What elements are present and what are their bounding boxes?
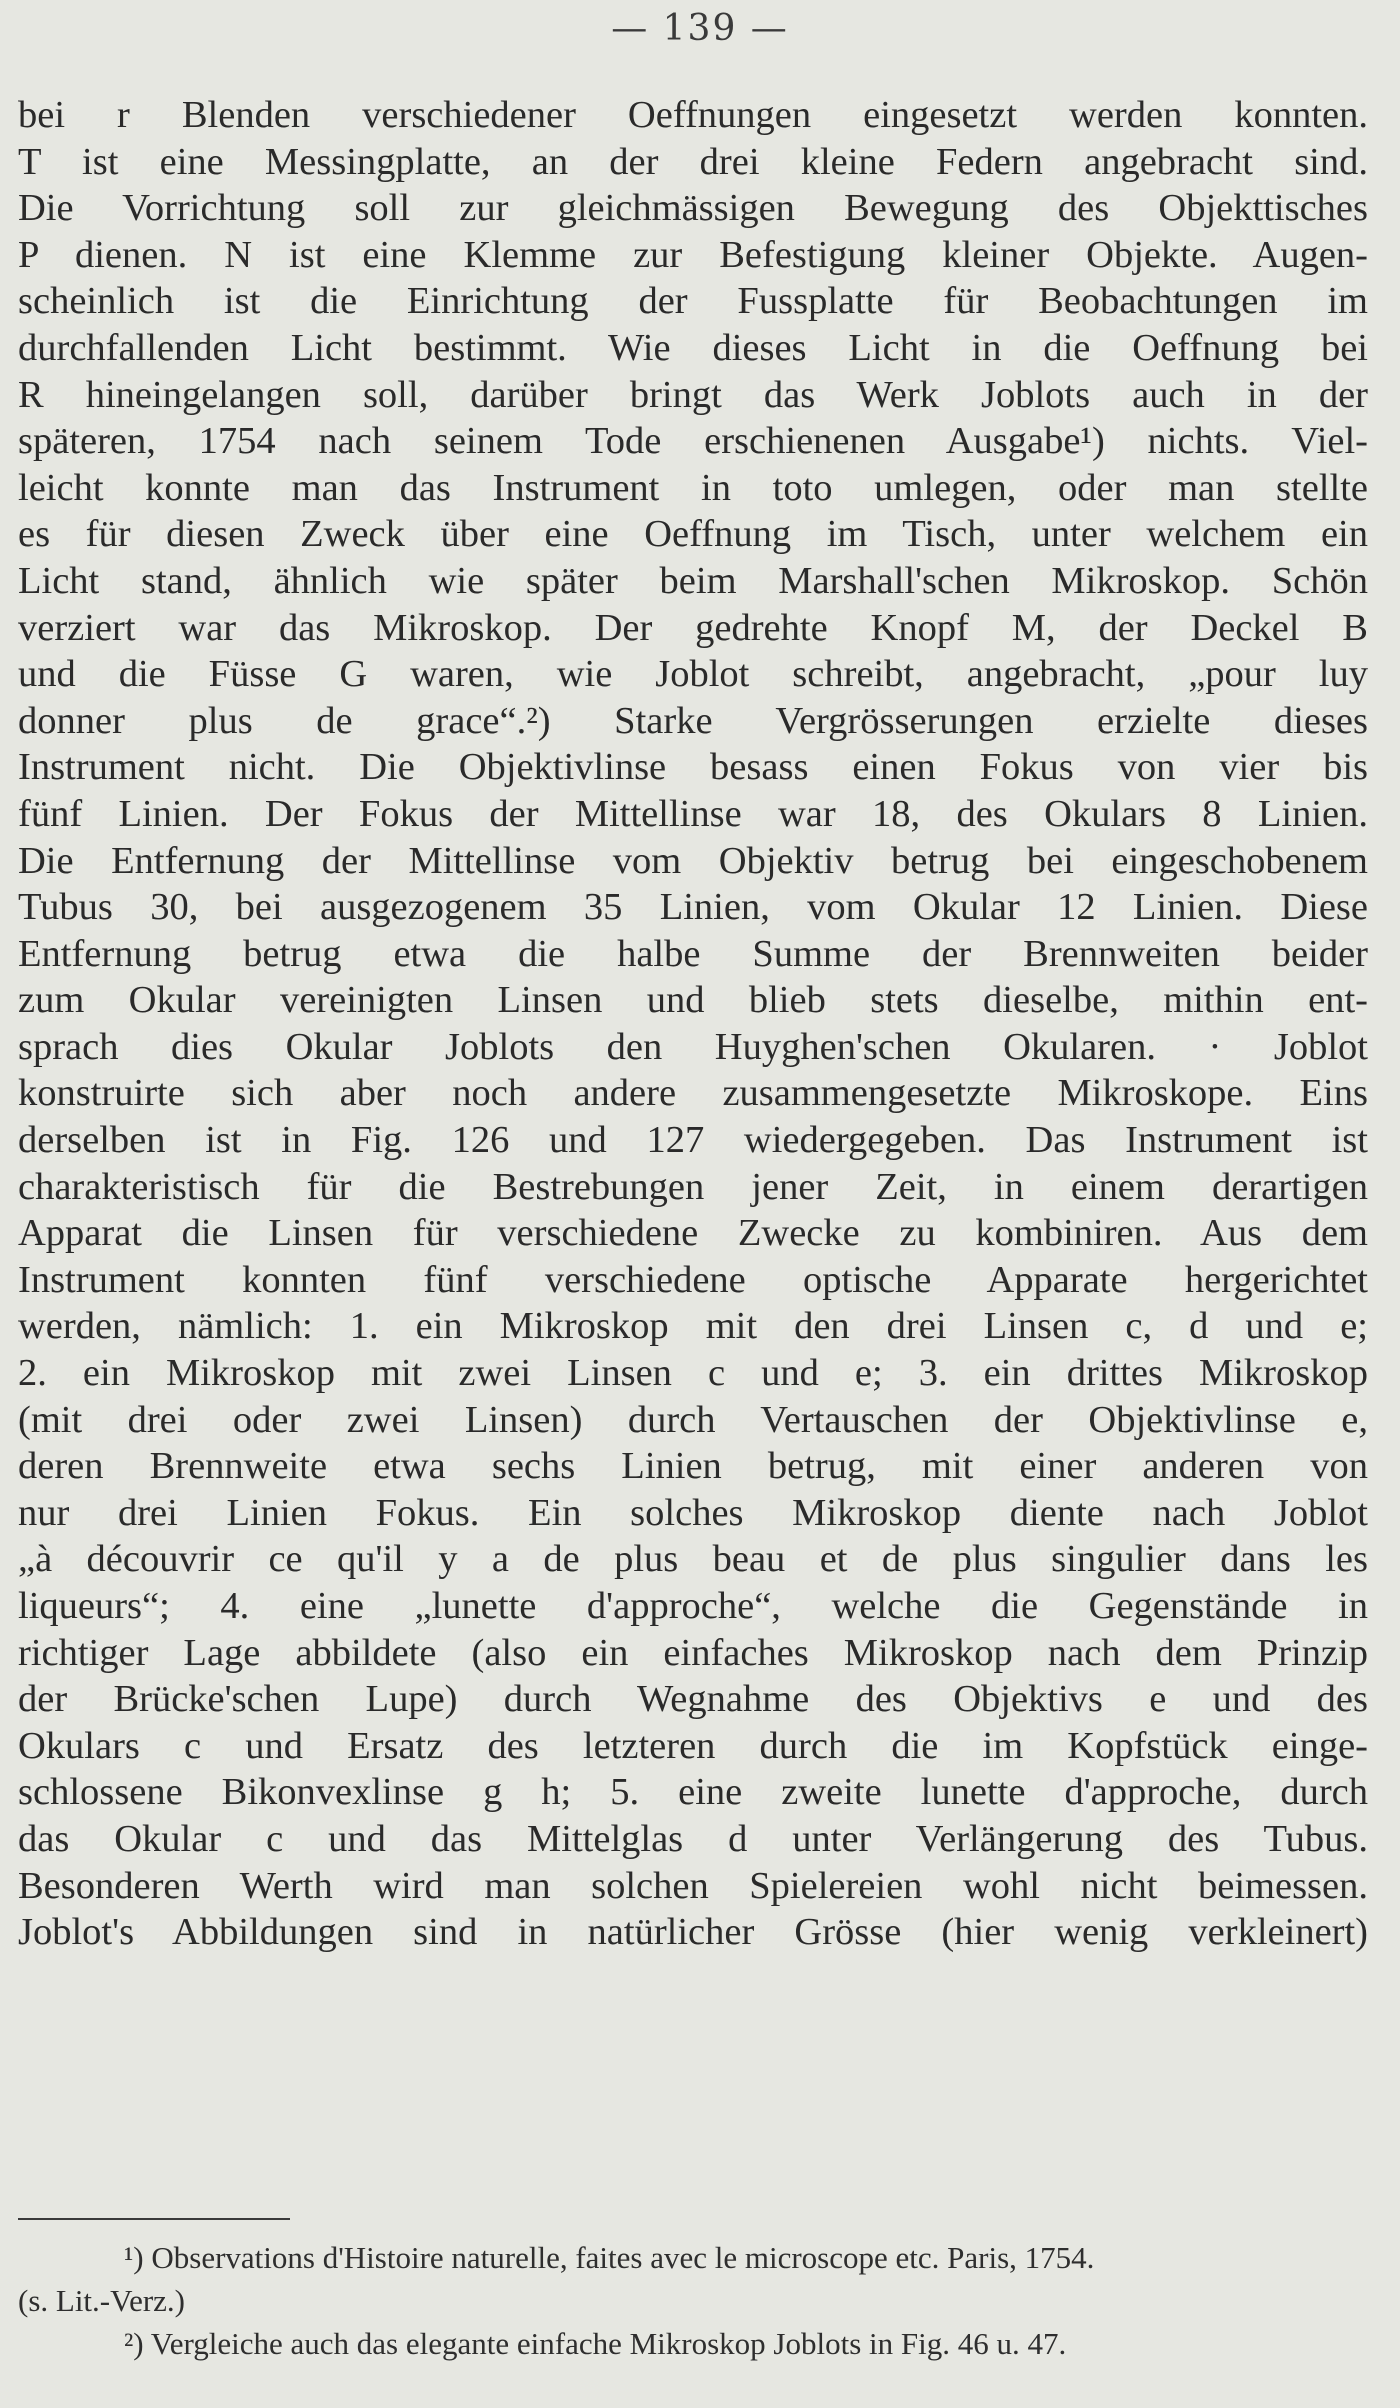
text-line: Die Entfernung der Mittellinse vom Objektiv betrug bei eingeschobenem	[18, 839, 1368, 882]
text-line: Okulars c und Ersatz des letzteren durch die im Kopfstück einge-	[18, 1724, 1368, 1767]
text-line: Die Vorrichtung soll zur gleichmässigen Bewegung des Objekttisches	[18, 187, 1368, 230]
text-line: charakteristisch für die Bestrebungen jener Zeit, in einem derartigen	[18, 1165, 1368, 1208]
text-line: schlossene Bikonvexlinse g h; 5. eine zweite lunette d'approche, durch	[18, 1771, 1368, 1814]
text-line: liqueurs“; 4. eine „lunette d'approche“, welche die Gegenstände in	[18, 1585, 1368, 1627]
footnote-2: ²) Vergleiche auch das elegante einfache Mikroskop Joblots in Fig. 46 u. 47.	[124, 2326, 1067, 2361]
text-line: richtiger Lage abbildete (also ein einfaches Mikroskop nach dem Prinzip	[18, 1631, 1368, 1674]
text-line: T ist eine Messingplatte, an der drei kleine Federn angebracht sind.	[18, 140, 1368, 183]
text-line: P dienen. N ist eine Klemme zur Befestigung kleiner Objekte. Augen-	[18, 233, 1368, 276]
text-line: Entfernung betrug etwa die halbe Summe der Brennweiten beider	[18, 932, 1368, 975]
text-line: konstruirte sich aber noch andere zusammengesetzte Mikroskope. Eins	[18, 1072, 1368, 1115]
text-line: Joblot's Abbildungen sind in natürlicher Grösse (hier wenig verkleinert)	[18, 1911, 1368, 1954]
text-line: das Okular c und das Mittelglas d unter Verlängerung des Tubus.	[18, 1817, 1368, 1860]
text-line: und die Füsse G waren, wie Joblot schreibt, angebracht, „pour luy	[18, 653, 1368, 696]
text-line: der Brücke'schen Lupe) durch Wegnahme des Objektivs e und des	[18, 1678, 1368, 1721]
text-line: (mit drei oder zwei Linsen) durch Vertauschen der Objektivlinse e,	[18, 1398, 1368, 1441]
text-line: Tubus 30, bei ausgezogenem 35 Linien, vom Okular 12 Linien. Diese	[18, 886, 1368, 929]
text-line: donner plus de grace“.²) Starke Vergrösserungen erzielte dieses	[18, 699, 1368, 742]
text-line: 2. ein Mikroskop mit zwei Linsen c und e; 3. ein drittes Mikroskop	[18, 1352, 1368, 1395]
text-line: scheinlich ist die Einrichtung der Fussplatte für Beobachtungen im	[18, 280, 1368, 323]
text-line: fünf Linien. Der Fokus der Mittellinse war 18, des Okulars 8 Linien.	[18, 792, 1368, 835]
text-line: nur drei Linien Fokus. Ein solches Mikroskop diente nach Joblot	[18, 1491, 1368, 1534]
text-line: Besonderen Werth wird man solchen Spielereien wohl nicht beimessen.	[18, 1864, 1368, 1907]
footnote-1-continuation: (s. Lit.-Verz.)	[18, 2283, 185, 2318]
text-line: zum Okular vereinigten Linsen und blieb stets dieselbe, mithin ent-	[18, 979, 1368, 1022]
footnote-1: ¹) Observations d'Histoire naturelle, faites avec le microscope etc. Paris, 1754.	[124, 2240, 1095, 2275]
text-line: verziert war das Mikroskop. Der gedrehte Knopf M, der Deckel B	[18, 606, 1368, 649]
text-line: Apparat die Linsen für verschiedene Zwecke zu kombiniren. Aus dem	[18, 1212, 1368, 1255]
text-line: Instrument nicht. Die Objektivlinse besass einen Fokus von vier bis	[18, 746, 1368, 789]
text-line: werden, nämlich: 1. ein Mikroskop mit den drei Linsen c, d und e;	[18, 1305, 1368, 1348]
footnote-divider	[18, 2218, 290, 2220]
text-line: Licht stand, ähnlich wie später beim Marshall'schen Mikroskop. Schön	[18, 559, 1368, 602]
page-number: — 139 —	[611, 8, 789, 49]
text-line: R hineingelangen soll, darüber bringt das Werk Joblots auch in der	[18, 373, 1368, 416]
text-line: derselben ist in Fig. 126 und 127 wiedergegeben. Das Instrument ist	[18, 1119, 1368, 1162]
text-line: deren Brennweite etwa sechs Linien betrug, mit einer anderen von	[18, 1445, 1368, 1488]
text-line: durchfallenden Licht bestimmt. Wie dieses Licht in die Oeffnung bei	[18, 326, 1368, 369]
text-line: Instrument konnten fünf verschiedene optische Apparate hergerichtet	[18, 1258, 1368, 1301]
body-text	[18, 92, 1368, 1956]
text-line: leicht konnte man das Instrument in toto umlegen, oder man stellte	[18, 466, 1368, 509]
text-line: bei r Blenden verschiedener Oeffnungen eingesetzt werden konnten.	[18, 94, 1368, 136]
footnotes	[18, 2236, 1368, 2365]
text-line: späteren, 1754 nach seinem Tode erschienenen Ausgabe¹) nichts. Viel-	[18, 420, 1368, 463]
text-line: sprach dies Okular Joblots den Huyghen'schen Okularen. · Joblot	[18, 1025, 1368, 1068]
text-line: „à découvrir ce qu'il y a de plus beau et de plus singulier dans les	[18, 1538, 1368, 1581]
text-line: es für diesen Zweck über eine Oeffnung im Tisch, unter welchem ein	[18, 513, 1368, 556]
